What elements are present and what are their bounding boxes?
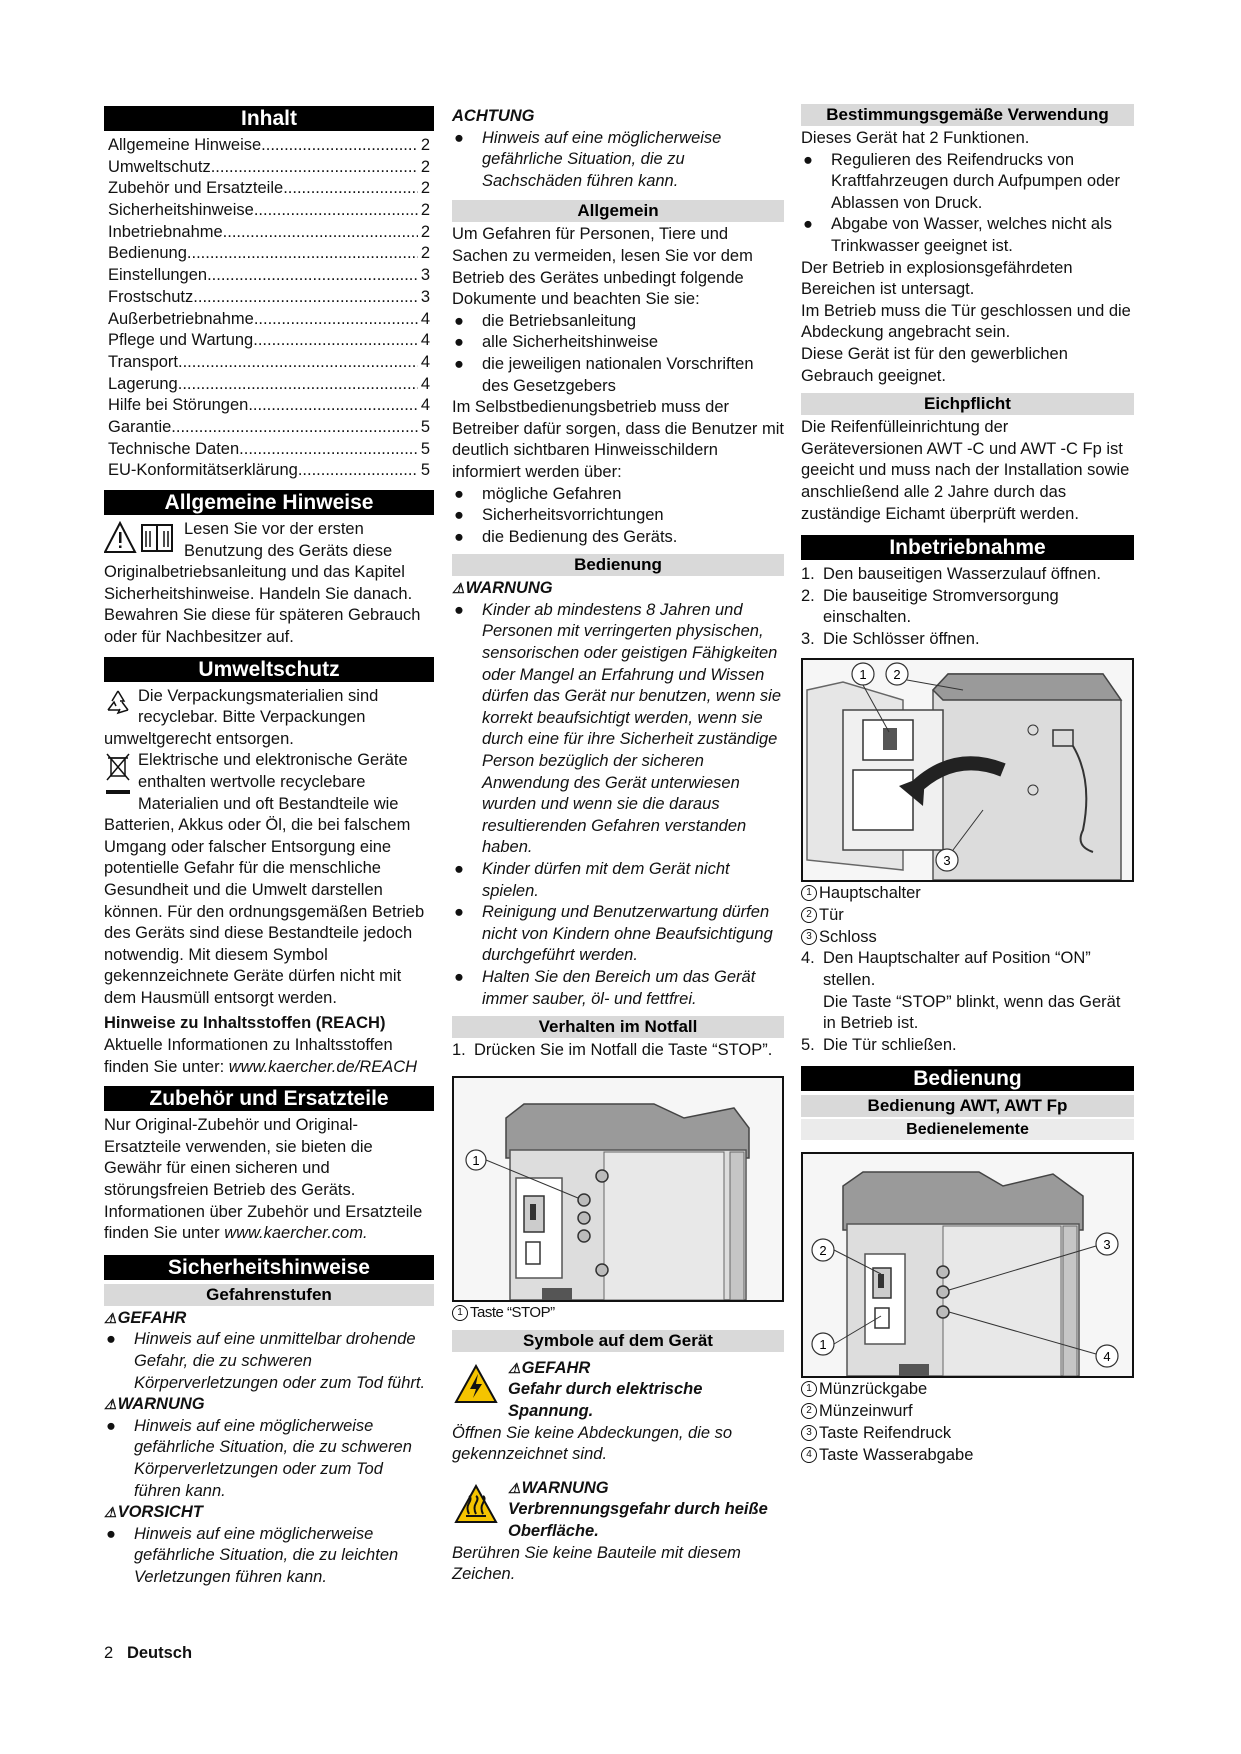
bullet-dot: ●: [454, 484, 464, 503]
toc-leader: [187, 243, 418, 265]
step-number: 4.: [801, 949, 815, 968]
step-4-text: Den Hauptschalter auf Position “ON” stellen.: [823, 949, 1091, 990]
zubehoer-text-2: Informationen über Zubehör und Ersatzteile finden Sie unter: [104, 1202, 423, 1243]
achtung-bullet: ● Hinweis auf eine möglicherweise gefährliche Situation, die zu Sachschäden führen kann.: [452, 128, 784, 193]
reach-paragraph: [104, 1035, 434, 1078]
allgemein-list-2: [452, 484, 784, 549]
gefahr-bullet: ● Hinweis auf eine unmittelbar drohende Gefahr, die zu schweren Körperverletzungen oder zum Tod führt.: [104, 1329, 434, 1394]
inbetrieb-step-5: [801, 1035, 1134, 1057]
achtung-label: ACHTUNG: [452, 107, 535, 125]
bedienung-bullet: [452, 967, 784, 1010]
eichpflicht-text: Die Reifenfülleinrichtung der Geräteversionen AWT -C und AWT -C Fp ist geeicht und muss nach der Installation sowie anschließend alle 2 Jahre durch das zuständige Eichamt überprüft werden.: [801, 418, 1130, 523]
step-number: 3.: [801, 629, 815, 648]
verwendung-bullet: [801, 150, 1134, 215]
verwendung-bullet-text: Regulieren des Reifendrucks von Kraftfahrzeugen durch Aufpumpen oder Ablassen von Druck.: [831, 150, 1120, 212]
toc-leader: [193, 287, 418, 309]
achtung-text: Hinweis auf eine möglicherweise gefährliche Situation, die zu Sachschäden führen kann.: [482, 128, 722, 190]
zubehoer-text-1: Nur Original-Zubehör und Original-Ersatzteile verwenden, sie bieten die Gewähr für einen sicheren und störungsfreien Betrieb des Geräts.: [104, 1116, 373, 1200]
callout-number: 3: [801, 1425, 817, 1441]
weee-bin-icon: [104, 752, 132, 805]
svg-text:4: 4: [1103, 1349, 1111, 1365]
toc-entry-page: 3: [420, 266, 430, 285]
verwendung-text-2: Der Betrieb in explosionsgefährdeten Bereichen ist untersagt.: [801, 258, 1073, 299]
bedienung-heading-2: Bedienung: [452, 554, 784, 576]
warning-triangle-icon: ⚠: [508, 1359, 521, 1376]
symbol-warnung-label: WARNUNG: [521, 1478, 609, 1497]
bullet-dot: ●: [803, 215, 813, 234]
inbetrieb-steps: [801, 564, 1134, 650]
warning-triangle-icon: ⚠: [508, 1479, 521, 1496]
bedienung-awt-heading: Bedienung AWT, AWT Fp: [801, 1095, 1134, 1117]
toc-entry-page: 4: [420, 309, 430, 328]
warnung-text: Hinweis auf eine möglicherweise gefährliche Situation, die zu schweren Körperverletzungen oder zum Tod führen kann.: [134, 1416, 412, 1500]
legend-text: Hauptschalter: [819, 883, 921, 902]
inbetrieb-step: [801, 564, 1134, 586]
toc-entry-title: Lagerung: [108, 374, 178, 393]
allgemein-bullet: [452, 311, 784, 333]
step-number: 1.: [801, 565, 815, 584]
toc-entry[interactable]: [104, 135, 434, 157]
toc-leader: [254, 309, 418, 331]
legend-item: [801, 926, 1134, 948]
toc-leader: [254, 200, 418, 222]
step-number: 5.: [801, 1035, 815, 1054]
column-1: [104, 104, 434, 1589]
bedienung-bullet-text: Kinder ab mindestens 8 Jahren und Personen mit verringerten physischen, sensorischen oder geistigen Fähigkeiten oder Mangel an Erfahrung und Wissen dürfen das Gerät nur benutzen, wenn sie korrekt beaufsichtigt werden, wenn sie durch eine für ihre Sicherheit zuständige Person bezüglich der sicheren Anwendung des Gerät unterwiesen wurden und wenn sie die daraus resultierenden Gefahren verstanden haben.: [482, 600, 782, 857]
toc-entry[interactable]: [104, 309, 434, 331]
toc: [104, 135, 434, 482]
toc-entry-title: Inbetriebnahme: [108, 222, 223, 241]
hot-surface-icon: [454, 1484, 498, 1531]
verwendung-text-4: Diese Gerät ist für den gewerblichen Gebrauch geeignet.: [801, 344, 1068, 385]
legend-text: Münzrückgabe: [819, 1379, 928, 1398]
toc-entry-page: 2: [420, 136, 430, 154]
door-legend: [801, 882, 1134, 948]
toc-entry-page: 2: [420, 201, 430, 220]
footer-language: Deutsch: [126, 1644, 193, 1662]
page-number: 2: [104, 1644, 114, 1662]
legend-text: Münzeinwurf: [819, 1401, 913, 1420]
bedienung-bullet: [452, 859, 784, 902]
column-3: [801, 104, 1134, 1466]
zubehoer-heading: Zubehör und Ersatzteile: [104, 1086, 434, 1111]
svg-text:3: 3: [943, 853, 951, 869]
callout-number: 2: [801, 1403, 817, 1419]
allgemein-bullet-text: die Bedienung des Geräts.: [482, 527, 678, 546]
verwendung-bullet-text: Abgabe von Wasser, welches nicht als Trinkwasser geeignet ist.: [831, 215, 1112, 255]
toc-entry[interactable]: [104, 439, 434, 461]
toc-entry[interactable]: [104, 352, 434, 374]
notfall-step: [452, 1040, 784, 1062]
toc-entry-title: Zubehör und Ersatzteile: [108, 179, 284, 198]
bullet-dot: ●: [454, 527, 464, 546]
notfall-step-text: Drücken Sie im Notfall die Taste “STOP”.: [474, 1041, 773, 1060]
gefahr-text: Hinweis auf eine unmittelbar drohende Gefahr, die zu schweren Körperverletzungen oder zum Tod führt.: [134, 1330, 426, 1392]
eichpflicht-heading: Eichpflicht: [801, 393, 1134, 415]
reach-title: Hinweise zu Inhaltsstoffen (REACH): [104, 1014, 386, 1033]
gefahrenstufen-heading: Gefahrenstufen: [104, 1284, 434, 1306]
legend-item: [801, 904, 1134, 926]
warning-triangle-icon: ⚠: [104, 1504, 117, 1521]
bullet-dot: ●: [454, 967, 464, 986]
symbol-gefahr-label-row: [452, 1358, 784, 1380]
toc-leader: [261, 135, 418, 157]
toc-leader: [283, 178, 418, 200]
warnung-bullet: ● Hinweis auf eine möglicherweise gefährliche Situation, die zu schweren Körperverletzungen oder zum Tod führen kann.: [104, 1416, 434, 1502]
step-4-note: Die Taste “STOP” blinkt, wenn das Gerät in Betrieb ist.: [823, 992, 1121, 1033]
warnung-label-row: [104, 1394, 434, 1416]
toc-leader: [223, 222, 418, 244]
toc-leader: [178, 352, 418, 374]
stop-figure: [452, 1076, 784, 1302]
toc-entry-title: Sicherheitshinweise: [108, 201, 254, 220]
reach-text: Aktuelle Informationen zu Inhaltsstoffen finden Sie unter:: [104, 1036, 393, 1076]
verwendung-text-3: Im Betrieb muss die Tür geschlossen und die Abdeckung angebracht sein.: [801, 301, 1131, 342]
allgemein-list-1: [452, 311, 784, 397]
stop-legend-text: Taste “STOP”: [470, 1303, 555, 1321]
vorsicht-label: VORSICHT: [117, 1503, 203, 1522]
toc-entry-title: Frostschutz: [108, 287, 194, 306]
callout-number: 3: [801, 929, 817, 945]
toc-entry-title: Umweltschutz: [108, 157, 211, 176]
toc-entry-page: 5: [420, 417, 430, 436]
step-text: Die Schlösser öffnen.: [823, 629, 980, 648]
callout-number: 1: [801, 885, 817, 901]
allgemein-heading: Allgemein: [452, 200, 784, 222]
allgemein-bullet: [452, 527, 784, 549]
bedienung-bullet-text: Kinder dürfen mit dem Gerät nicht spielen.: [482, 860, 730, 900]
bedienung-warnung-label: WARNUNG: [465, 579, 553, 598]
legend-text: Taste Reifendruck: [819, 1423, 952, 1442]
toc-leader: [298, 460, 418, 482]
toc-leader: [211, 157, 418, 179]
legend-text: Taste Wasserabgabe: [819, 1445, 974, 1464]
notfall-step-number: 1.: [452, 1041, 466, 1060]
callout-number: 2: [801, 907, 817, 923]
toc-entry-title: Hilfe bei Störungen: [108, 396, 249, 415]
warning-manual-icon: [104, 521, 176, 562]
svg-text:1: 1: [859, 667, 867, 683]
toc-leader: [239, 439, 418, 461]
vorsicht-text: Hinweis auf eine möglicherweise gefährliche Situation, die zu leichten Verletzungen führen kann.: [134, 1524, 399, 1586]
toc-entry-page: 4: [420, 374, 430, 393]
bullet-dot: ●: [454, 903, 464, 922]
toc-entry-page: 5: [420, 461, 430, 480]
toc-entry-title: Bedienung: [108, 244, 187, 263]
toc-entry-page: 4: [420, 396, 430, 415]
warning-triangle-icon: ⚠: [104, 1396, 117, 1413]
zubehoer-link[interactable]: www.kaercher.com.: [224, 1224, 368, 1243]
symbol-gefahr-label: GEFAHR: [521, 1358, 591, 1377]
toc-entry-title: EU-Konformitätserklärung: [108, 461, 298, 480]
page-footer: [104, 1643, 192, 1665]
bullet-dot: ●: [454, 311, 464, 330]
toc-entry-title: Einstellungen: [108, 266, 208, 285]
legend-item: [801, 1422, 1134, 1444]
toc-entry[interactable]: [104, 243, 434, 265]
bedienung-bullet-text: Reinigung und Benutzerwartung dürfen nicht von Kindern ohne Beaufsichtigung durchgeführt werden.: [482, 903, 773, 965]
toc-entry-title: Transport: [108, 352, 178, 371]
toc-entry-page: 2: [420, 244, 430, 263]
toc-entry[interactable]: [104, 178, 434, 200]
legend-item: [801, 1400, 1134, 1422]
toc-entry-title: Allgemeine Hinweise: [108, 136, 262, 154]
electric-hazard-icon: [454, 1364, 498, 1411]
toc-entry-page: 4: [420, 352, 430, 371]
step-text: Den bauseitigen Wasserzulauf öffnen.: [823, 565, 1101, 584]
allgemein-bullet-text: die jeweiligen nationalen Vorschriften des Gesetzgebers: [482, 354, 754, 395]
symbol-gefahr-block: [452, 1358, 784, 1466]
toc-entry-page: 2: [420, 179, 430, 198]
toc-entry[interactable]: [104, 395, 434, 417]
allgemein-text-2: Im Selbstbedienungsbetrieb muss der Betreiber dafür sorgen, dass die Benutzer mit deutlich sichtbaren Hinweisschildern informiert werden über:: [452, 398, 785, 481]
bullet-dot: ●: [454, 333, 464, 352]
notfall-heading: Verhalten im Notfall: [452, 1016, 784, 1038]
svg-text:2: 2: [819, 1243, 827, 1259]
bullet-dot: ●: [454, 600, 464, 619]
allgemein-bullet: [452, 484, 784, 506]
warning-triangle-icon: ⚠: [104, 1309, 117, 1326]
column-2: [452, 104, 784, 1586]
bullet-dot: ●: [454, 860, 464, 878]
allgemein-bullet-text: Sicherheitsvorrichtungen: [482, 506, 664, 525]
symbol-warnung-label-row: [452, 1478, 784, 1500]
inhalt-heading: Inhalt: [104, 106, 434, 131]
symbol-gefahr-text: Öffnen Sie keine Abdeckungen, die so gekennzeichnet sind.: [452, 1423, 733, 1464]
toc-entry-page: 2: [420, 222, 430, 241]
toc-entry[interactable]: [104, 200, 434, 222]
bullet-dot: ●: [454, 506, 464, 525]
svg-text:3: 3: [1103, 1237, 1111, 1253]
recycle-icon: [104, 688, 132, 723]
toc-leader: [178, 374, 418, 396]
allgemein-bullet: [452, 332, 784, 354]
callout-number: 4: [801, 1447, 817, 1463]
zubehoer-paragraph: [104, 1202, 434, 1245]
svg-text:1: 1: [819, 1337, 827, 1353]
symbol-warnung-block: [452, 1478, 784, 1586]
stop-legend: [452, 1302, 784, 1324]
allgemein-bullet: [452, 354, 784, 397]
inbetrieb-step: [801, 586, 1134, 629]
toc-entry[interactable]: [104, 287, 434, 309]
bedienung-bullet-text: Halten Sie den Bereich um das Gerät immer sauber, öl- und fettfrei.: [482, 967, 756, 1008]
toc-entry-title: Außerbetriebnahme: [108, 309, 254, 328]
toc-leader: [207, 265, 418, 287]
toc-leader: [171, 417, 418, 439]
toc-entry[interactable]: [104, 330, 434, 352]
verwendung-list: [801, 150, 1134, 258]
controls-figure: [801, 1152, 1134, 1378]
toc-entry-page: 2: [420, 157, 430, 176]
umwelt-text-1: Die Verpackungsmaterialien sind recyclebar. Bitte Verpackungen umweltgerecht entsorgen.: [104, 686, 379, 748]
step-number: 2.: [801, 586, 815, 605]
reach-link[interactable]: www.kaercher.de/REACH: [228, 1057, 418, 1076]
umwelt-text-2: Elektrische und elektronische Geräte enthalten wertvolle recyclebare Materialien und oft Bestandteile wie Batterien, Akkus oder Öl, die bei falschem Umgang oder falscher Entsorgung eine potentielle Gefahr für die menschliche Gesundheit und die Umwelt darstellen können. Für den ordnungsgemäßen Betrieb des Geräts sind diese Bestandteile jedoch notwendig. Mit diesem Symbol gekennzeichnete Geräte dürfen nicht mit dem Hausmüll entsorgt werden.: [104, 751, 425, 1007]
allgemeine-text-1: Lesen Sie vor der ersten Benutzung des Geräts diese Originalbetriebsanleitung und das Kapitel Sicherheitshinweise. Handeln Sie danach.: [104, 520, 413, 603]
svg-text:1: 1: [472, 1152, 480, 1168]
symbol-gefahr-title: Gefahr durch elektrische Spannung.: [508, 1380, 703, 1420]
warnung-label: WARNUNG: [117, 1395, 205, 1414]
verwendung-text-1: Dieses Gerät hat 2 Funktionen.: [801, 129, 1030, 147]
step-5-text: Die Tür schließen.: [823, 1035, 957, 1054]
allgemeine-text-2: Bewahren Sie diese für späteren Gebrauch oder für Nachbesitzer auf.: [104, 606, 421, 646]
toc-entry-title: Pflege und Wartung: [108, 331, 254, 350]
door-figure: [801, 658, 1134, 882]
toc-entry[interactable]: [104, 265, 434, 287]
toc-entry-page: 4: [420, 331, 430, 350]
toc-entry-page: 5: [420, 439, 430, 458]
toc-entry[interactable]: [104, 417, 434, 439]
inbetrieb-step-4: [801, 948, 1134, 991]
umwelt-heading: Umweltschutz: [104, 657, 434, 682]
allgemein-bullet: [452, 505, 784, 527]
symbol-warnung-title: Verbrennungsgefahr durch heiße Oberfläche.: [508, 1500, 768, 1540]
legend-text: Tür: [819, 905, 844, 924]
allgemein-bullet-text: die Betriebsanleitung: [482, 311, 637, 330]
umwelt-block: [104, 686, 434, 1079]
gefahr-label: GEFAHR: [117, 1308, 187, 1327]
toc-entry[interactable]: [104, 222, 434, 244]
toc-entry[interactable]: [104, 157, 434, 179]
toc-entry-page: 3: [420, 287, 430, 306]
allgemein-text-1: Um Gefahren für Personen, Tiere und Sachen zu vermeiden, lesen Sie vor dem Betrieb des Gerätes unbedingt folgende Dokumente und beachten Sie sie:: [452, 225, 753, 309]
bedienung-bullet: [452, 902, 784, 967]
verwendung-bullet: [801, 214, 1134, 257]
bedienung-bullet: [452, 600, 784, 859]
warning-triangle-icon: ⚠: [452, 580, 465, 597]
verwendung-heading: Bestimmungsgemäße Verwendung: [801, 104, 1134, 126]
toc-entry-title: Technische Daten: [108, 439, 240, 458]
vorsicht-label-row: [104, 1502, 434, 1524]
svg-text:2: 2: [893, 667, 901, 683]
symbol-warnung-text: Berühren Sie keine Bauteile mit diesem Zeichen.: [452, 1543, 741, 1584]
toc-entry[interactable]: [104, 460, 434, 482]
toc-leader: [253, 330, 418, 352]
bedienung-heading-3: Bedienung: [801, 1066, 1134, 1091]
callout-number: 1: [801, 1381, 817, 1397]
legend-item: [801, 1444, 1134, 1466]
callout-number: 1: [452, 1305, 468, 1321]
allgemein-bullet-text: mögliche Gefahren: [482, 484, 622, 503]
allgemein-bullet-text: alle Sicherheitshinweise: [482, 333, 659, 352]
legend-item: [801, 882, 1134, 904]
vorsicht-bullet: ● Hinweis auf eine möglicherweise gefährliche Situation, die zu leichten Verletzungen führen kann.: [104, 1524, 434, 1589]
bullet-dot: ●: [803, 150, 813, 169]
step-text: Die bauseitige Stromversorgung einschalten.: [823, 586, 1059, 627]
toc-entry[interactable]: [104, 374, 434, 396]
allgemeine-block: [104, 519, 434, 649]
inbetrieb-heading: Inbetriebnahme: [801, 535, 1134, 560]
toc-entry-title: Garantie: [108, 417, 172, 436]
gefahr-label-row: [104, 1308, 434, 1330]
bedienung-list: [452, 600, 784, 1010]
legend-text: Schloss: [819, 927, 877, 946]
toc-leader: [248, 395, 417, 417]
bedienung-warnung-row: [452, 578, 784, 600]
legend-item: [801, 1378, 1134, 1400]
sicherheit-heading: Sicherheitshinweise: [104, 1255, 434, 1280]
inbetrieb-step: [801, 629, 1134, 651]
controls-legend: [801, 1378, 1134, 1466]
bullet-dot: ●: [454, 354, 464, 373]
symbole-heading: Symbole auf dem Gerät: [452, 1330, 784, 1352]
bedienelemente-heading: Bedienelemente: [801, 1119, 1134, 1140]
allgemeine-heading: Allgemeine Hinweise: [104, 490, 434, 515]
